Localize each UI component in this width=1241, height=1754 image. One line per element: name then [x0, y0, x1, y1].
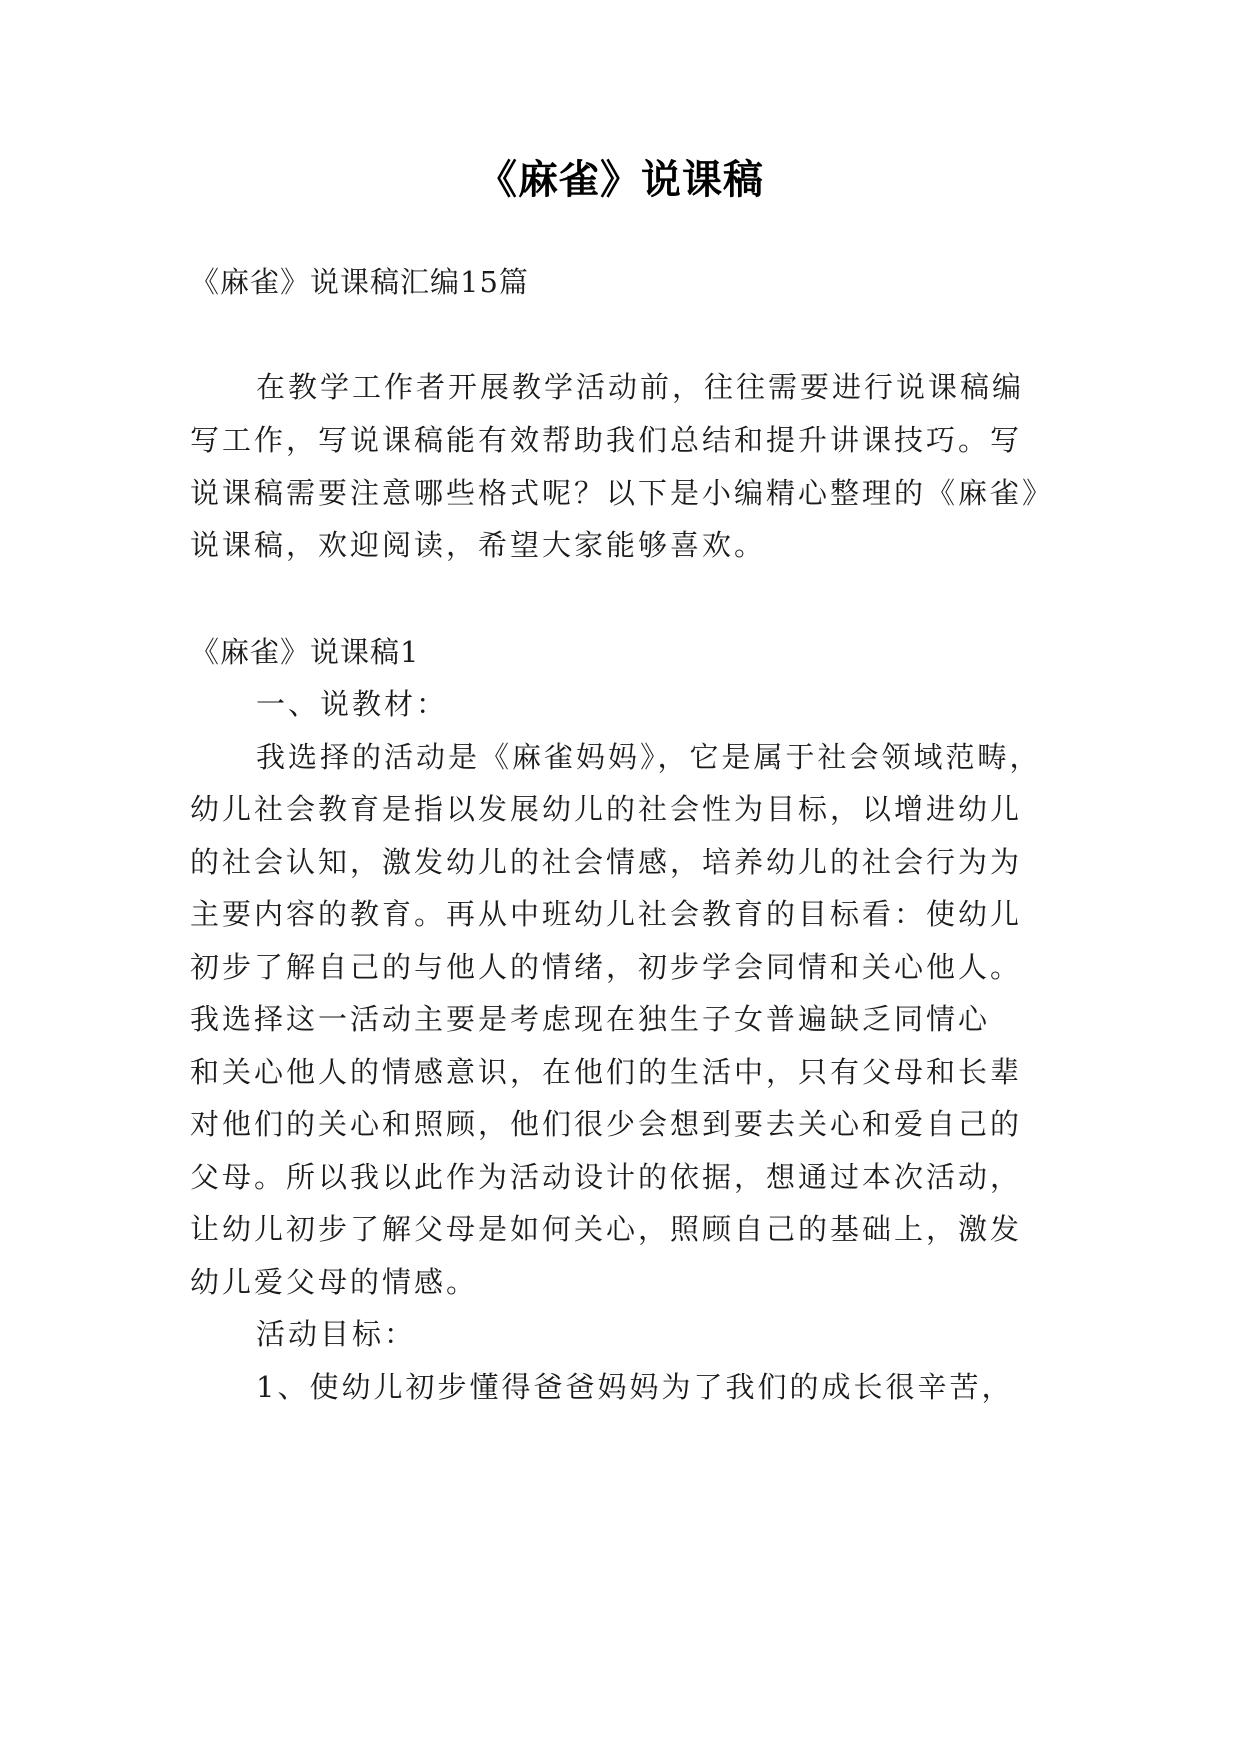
document-subtitle: 《麻雀》说课稿汇编15篇: [190, 265, 529, 299]
section-heading: 《麻雀》说课稿1: [190, 635, 420, 669]
body-line: 对他们的关心和照顾，他们很少会想到要去关心和爱自己的: [190, 1107, 1023, 1141]
body-line: 我选择这一活动主要是考虑现在独生子女普遍缺乏同情心: [190, 1002, 991, 1036]
intro-line: 在教学工作者开展教学活动前，往往需要进行说课稿编: [256, 370, 1025, 404]
body-line: 主要内容的教育。再从中班幼儿社会教育的目标看：使幼儿: [190, 897, 1023, 931]
body-line: 让幼儿初步了解父母是如何关心，照顾自己的基础上，激发: [190, 1212, 1023, 1246]
body-line: 父母。所以我以此作为活动设计的依据，想通过本次活动，: [190, 1160, 1023, 1194]
body-line: 初步了解自己的与他人的情绪，初步学会同情和关心他人。: [190, 950, 1023, 984]
body-line: 和关心他人的情感意识，在他们的生活中，只有父母和长辈: [190, 1055, 1023, 1089]
goal-item: 1、使幼儿初步懂得爸爸妈妈为了我们的成长很辛苦，: [256, 1370, 1014, 1404]
body-line: 我选择的活动是《麻雀妈妈》，它是属于社会领域范畴，: [256, 740, 1042, 774]
body-line: 幼儿爱父母的情感。: [190, 1265, 479, 1299]
intro-line: 写工作，写说课稿能有效帮助我们总结和提升讲课技巧。写: [190, 423, 1023, 457]
part-heading: 一、说教材：: [256, 687, 449, 721]
document-title: 《麻雀》说课稿: [477, 157, 764, 203]
body-line: 幼儿社会教育是指以发展幼儿的社会性为目标，以增进幼儿: [190, 792, 1023, 826]
body-line: 的社会认知，激发幼儿的社会情感，培养幼儿的社会行为为: [190, 845, 1023, 879]
goals-heading: 活动目标：: [256, 1317, 417, 1351]
intro-line: 说课稿，欢迎阅读，希望大家能够喜欢。: [190, 528, 767, 562]
intro-line: 说课稿需要注意哪些格式呢？以下是小编精心整理的《麻雀》: [190, 476, 1055, 510]
